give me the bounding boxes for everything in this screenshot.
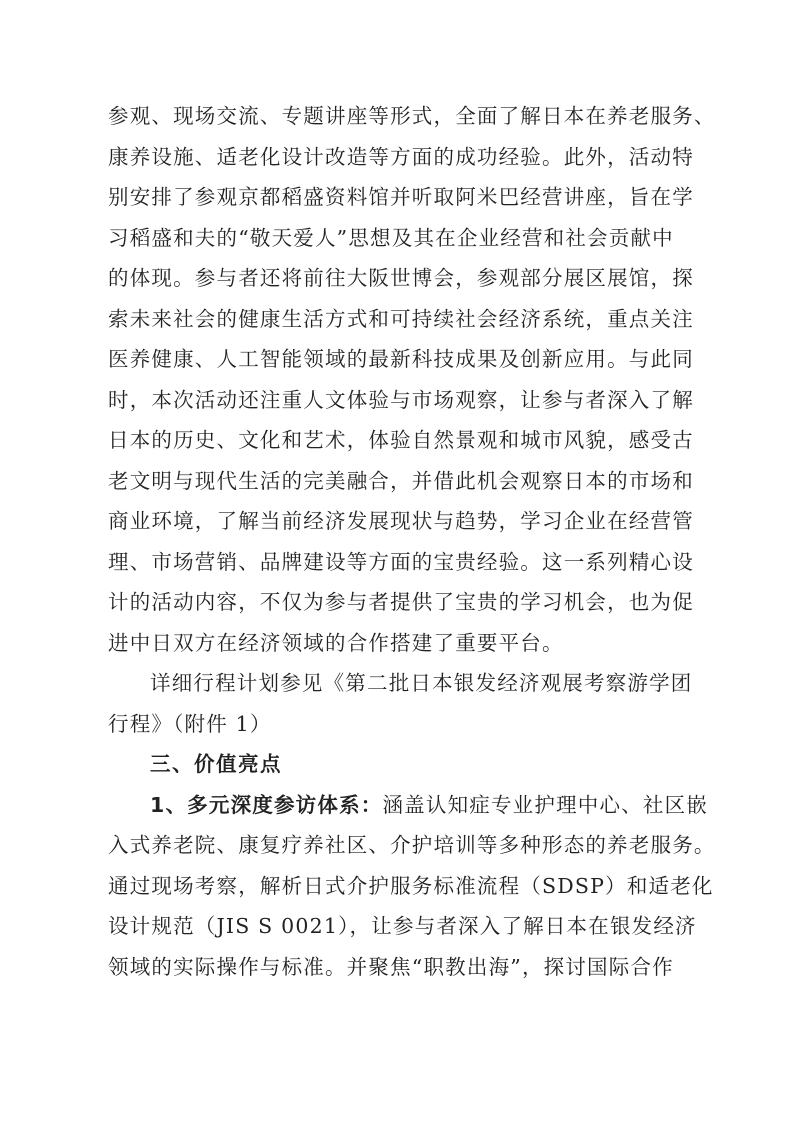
- text-line: 老文明与现代生活的完美融合，并借此机会观察日本的市场和: [108, 468, 694, 493]
- text-line: 参观、现场交流、专题讲座等形式，全面了解日本在养老服务、: [108, 104, 716, 128]
- text-line: 领域的实际操作与标准。并聚焦“职教出海”，探讨国际合作: [108, 954, 674, 979]
- paragraph-activities: [108, 96, 716, 663]
- text-line: 通过现场考察，解析日式介护服务标准流程（SDSP）和适老化: [108, 873, 714, 898]
- text-line: 计的活动内容，不仅为参与者提供了宝贵的学习机会，也为促: [108, 590, 694, 614]
- highlight-item-1: [108, 785, 716, 988]
- text-line: 别安排了参观京都稻盛资料馆并听取阿米巴经营讲座，旨在学: [108, 185, 694, 209]
- text-line: 的体现。参与者还将前往大阪世博会，参观部分展区展馆，探: [108, 266, 694, 290]
- highlight-text: 涵盖认知症专业护理中心、社区嵌: [382, 792, 708, 817]
- document-body: [108, 96, 716, 987]
- text-line: 入式养老院、康复疗养社区、介护培训等多种形态的养老服务。: [108, 833, 716, 857]
- paragraph-itinerary-reference: [108, 663, 712, 744]
- text-line: 理、市场营销、品牌建设等方面的宝贵经验。这一系列精心设: [108, 549, 694, 574]
- text-line: 日本的历史、文化和艺术，体验自然景观和城市风貌，感受古: [108, 428, 694, 452]
- text-line: 行程》（附件 1）: [108, 711, 272, 736]
- text-line: 习稻盛和夫的“敬天爱人”思想及其在企业经营和社会贡献中: [108, 225, 674, 250]
- text-line: 商业环境，了解当前经济发展现状与趋势，学习企业在经营管: [108, 509, 694, 533]
- highlight-lead: 1、多元深度参访体系：: [150, 792, 383, 817]
- text-line: 时，本次活动还注重人文体验与市场观察，让参与者深入了解: [108, 387, 694, 412]
- text-line: 医养健康、人工智能领域的最新科技成果及创新应用。与此同: [108, 347, 694, 371]
- text-line: 设计规范（JIS S 0021），让参与者深入了解日本在银发经济: [108, 914, 697, 938]
- text-line: 康养设施、适老化设计改造等方面的成功经验。此外，活动特: [108, 144, 694, 169]
- text-line: 索未来社会的健康生活方式和可持续社会经济系统，重点关注: [108, 306, 694, 331]
- text-line: 详细行程计划参见《第二批日本银发经济观展考察游学团: [150, 671, 693, 695]
- text-line: 进中日双方在经济领域的合作搭建了重要平台。: [108, 630, 564, 655]
- text-line: [108, 785, 712, 826]
- section-heading: 三、价值亮点: [150, 752, 282, 776]
